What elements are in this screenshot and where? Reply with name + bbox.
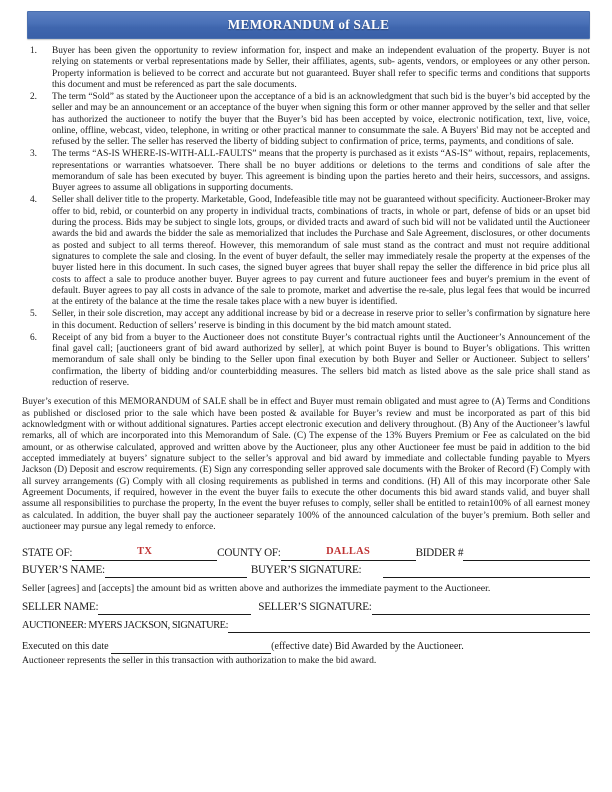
state-input[interactable]: [72, 547, 217, 561]
term-number: 4.: [30, 195, 38, 206]
state-value: TX: [137, 546, 153, 558]
buyer-name-input[interactable]: [105, 564, 247, 578]
county-label: COUNTY OF:: [217, 547, 281, 560]
term-number: 3.: [30, 149, 38, 160]
auctioneer-signature-input[interactable]: [228, 619, 590, 633]
term-item-6: [22, 333, 590, 390]
executed-suffix: (effective date) Bid Awarded by the Auctioneer.: [271, 641, 464, 653]
seller-consent-note: Seller [agrees] and [accepts] the amount bid as written above and authorizes the immediate payment to the Auctioneer.: [22, 583, 491, 595]
county-input[interactable]: [281, 547, 416, 561]
term-number: 5.: [30, 309, 38, 320]
seller-name-signature-row: [22, 600, 590, 615]
state-county-bidder-row: [22, 546, 590, 561]
term-text: The terms “AS-IS WHERE-IS-WITH-ALL-FAULTS” means that the property is purchased as it exists “AS-IS” without, repairs, replacements, representations or warranties whatsoever. There shall be no buyer additions or deletions to the terms and conditions of sale after the memorandum of sale has been executed by buyer. This agreement is binding upon the parties hereto and their heirs, successors, and assigns. Buyer agrees to assume all obligations in supporting documents.: [52, 149, 590, 194]
representation-note: Auctioneer represents the seller in this transaction with authorization to make the bid award.: [22, 654, 377, 666]
closing-paragraph: Buyer’s execution of this MEMORANDUM of SALE shall be in effect and Buyer must remain obligated and must agree to (A) Terms and Conditions as published or disclosed prior to the sale which have been posted & available for Buyer’s review and must be incorporated as part of this bid acknowledgment with or without additional signatures. Parties accept electronic execution and delivery throughout. (B) Any of the Auctioneer’s lawful remarks, all of which are incorporated into this Memorandum of Sale. (C) The expense of the 13% Buyers Premium or Fee as calculated on the bid amount, or as otherwise calculated, approved and written above by the Auctioneer, plus any other Auctioneer fee must be paid in addition to the bid accepted immediately at buyers’ signature subject to the seller’s approval and bid award by immediate and collectable funding payable to Myers Jackson (D) Deposit and escrow requirements. (E) Sign any corresponding seller approved sale documents with the Broker of Record (F) Comply with all survey arrangements (G) Comply with all closing requirements as published in terms and conditions. (H) All of this may incorporate other Sale Agreement Documents, if required, however in the event the buyer fails to execute the other documents this bid award stands valid, and buyer shall assume all responsibilities to purchase the property, In the event the buyer refuses to comply, seller shall be entitled to retain100% of all earnest money as calculated. In addition, the buyer shall pay the auctioneer separately 100% of the announced calculation of the buyer’s premium. Both seller and auctioneer may pursue any legal remedy to enforce.: [22, 397, 590, 533]
buyer-signature-label: BUYER’S SIGNATURE:: [250, 564, 362, 577]
term-text: Receipt of any bid from a buyer to the Auctioneer does not constitute Buyer’s contractual rights until the Auctioneer’s Announcement of the final gavel call; [auctioneers grant of bid award authorized by seller], at which point Buyer is bound to Buyer’s obligations. This written memorandum of sale shall only be binding to the Seller upon final execution by both Buyer and Seller or Auctioneer. Subject to sellers’ confirmation, the liberty of bidding and/or counterbidding measures. The sellers bid match as listed above as the sale price shall stand as reduction of reserve.: [52, 332, 590, 388]
term-item-3: [22, 149, 590, 194]
term-number: 6.: [30, 332, 38, 343]
executed-date-input[interactable]: [111, 642, 271, 654]
county-value: DALLAS: [326, 546, 371, 558]
term-number: 1.: [30, 46, 38, 56]
buyer-name-signature-row: [22, 563, 590, 578]
page-title: MEMORANDUM of SALE: [227, 17, 390, 32]
term-item-4: [22, 195, 590, 308]
term-item-5: [22, 309, 590, 332]
term-item-1: [22, 46, 590, 91]
seller-signature-input[interactable]: [372, 601, 590, 615]
title-banner-container: [0, 0, 612, 39]
term-item-2: [22, 92, 590, 149]
buyer-signature-input[interactable]: [383, 564, 590, 578]
title-banner: [27, 11, 590, 39]
terms-body: [0, 39, 612, 533]
auctioneer-label: AUCTIONEER: MYERS JACKSON, SIGNATURE:: [22, 620, 229, 632]
executed-label: Executed on this date: [22, 641, 109, 653]
bidder-input[interactable]: [463, 547, 590, 561]
term-text: Buyer has been given the opportunity to review information for, inspect and make an independent evaluation of the property. Buyer is not relying on statements or verbal representations made by Seller, their affiliates, agents, sub- agents, vendors, or employees or any other person. Property information is believed to be correct and accurate but not guaranteed. Buyer shall refer to specific terms and conditions that supports this document and must be referenced as part the sale documents.: [52, 46, 590, 91]
term-text: Seller shall deliver title to the property. Marketable, Good, Indefeasible title may not be guaranteed without specificity. Auctioneer-Broker may offer to bid, rebid, or counterbid on any property in individual tracts, combinations of tracts, in whole or part, defense of bids or an upset bid during the process. Bids may be subject to single lots, groups, or divided tracts and award of such bid will not be validated until the Auctioneer awards the bid and awards the bidder the sale as memorialized that includes the Purchase and Sale Agreement, disclosures, or other documents as posted and subject to all terms thereof. However, this memorandum of sale must stand as the contract and must not require additional signatures to complete the sale and closing. In the event of buyer default, the seller may immediately resale the property at the expenses of the buyer listed here in this document. In such cases, the signed buyer agrees that buyer shall repay the seller the difference in bid price plus all costs to affect a sale to produce another buyer. Buyer agrees to pay current and future auctioneer fees and buyer's premium in the event of default. Buyer agrees to pay all costs in advance of the sale to promote, market and advertise the re-sale, plus legal fees that would be incurred at the entirety of the balance at the time the resale takes place with a new buyer is identified.: [52, 195, 590, 308]
execution-block: [22, 640, 590, 667]
terms-list: [22, 46, 590, 389]
term-text: The term “Sold” as stated by the Auctioneer upon the acceptance of a bid is an acknowledgment that such bid is the buyer’s bid accepted by the seller and may be an announcement or an acceptance of the buyer when signing this form or other manner approved by the seller and that seller has authorized the auctioneer to notify the buyer that the Buyer’s bid has been accepted by voice, electronic notification, text, live, voice, online, offline, webcast, video, telephone, in writing or other practical manner to consummate the sale. A Buyers' Bid may not be accepted and refused by the seller. The seller has reserved the liberty of bidding subject to confirmation of price, terms, payments, and conditions of sale.: [52, 91, 590, 148]
term-text: Seller, in their sole discretion, may accept any additional increase by bid or a decrease in reserve prior to seller’s confirmation by signature here in this document. Reduction of sellers’ reserve is binding in this document by the bid match amount stated.: [52, 309, 590, 331]
signature-form: [0, 546, 612, 667]
seller-name-input[interactable]: [98, 601, 251, 615]
buyer-name-label: BUYER’S NAME:: [22, 564, 105, 577]
state-label: STATE OF:: [22, 547, 73, 560]
seller-name-label: SELLER NAME:: [22, 601, 99, 614]
executed-date-line: [22, 640, 590, 653]
bidder-label: BIDDER #: [415, 547, 464, 560]
seller-signature-label: SELLER’S SIGNATURE:: [258, 601, 372, 614]
auctioneer-signature-row: [22, 618, 590, 633]
term-number: 2.: [30, 91, 38, 102]
